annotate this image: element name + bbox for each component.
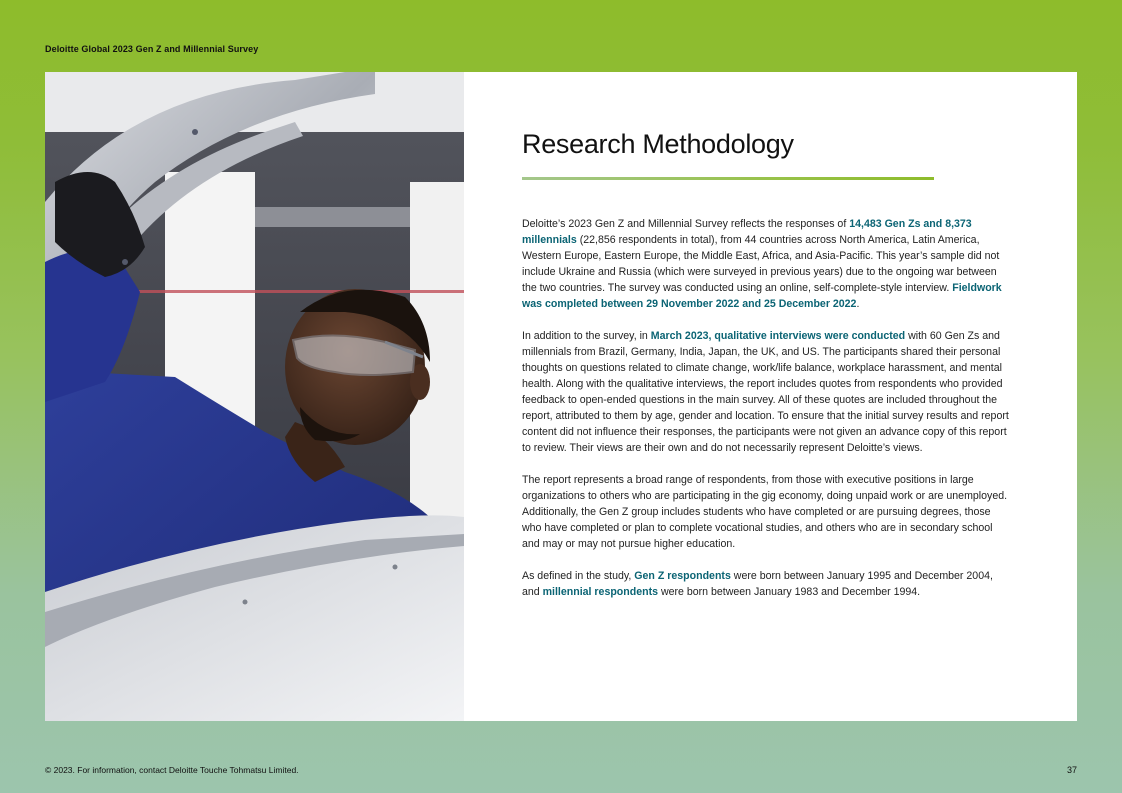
title-divider bbox=[522, 177, 934, 180]
highlight-qualitative-interviews: March 2023, qualitative interviews were conducted bbox=[650, 330, 906, 342]
highlight-millennial-definition: millennial respondents bbox=[542, 586, 659, 598]
paragraph-definitions: As defined in the study, Gen Z respondents were born between January 1995 and December 2004, and millennial respondents were born between January 1983 and December 1994. bbox=[522, 570, 993, 598]
document-header-title: Deloitte Global 2023 Gen Z and Millennial Survey bbox=[45, 44, 259, 54]
methodology-panel bbox=[464, 72, 1077, 721]
page-number: 37 bbox=[1066, 765, 1077, 775]
paragraph-respondent-range: The report represents a broad range of respondents, from those with executive positions in large organizations to others who are participating in the gig economy, doing unpaid work or are unemployed. Additionally, the Gen Z group includes students who have completed or are pursuing degrees, those who have completed or plan to complete vocational studies, and others who are in secondary school and may or may not pursue higher education. bbox=[522, 474, 1008, 550]
methodology-body bbox=[522, 216, 1012, 616]
page-title: Research Methodology bbox=[522, 129, 794, 159]
worker-photo bbox=[45, 72, 464, 721]
highlight-fieldwork-dates: Fieldwork was completed between 29 November 2022 and 25 December 2022 bbox=[522, 282, 1002, 310]
highlight-respondent-count: 14,483 Gen Zs and 8,373 millennials bbox=[522, 218, 972, 246]
highlight-genz-definition: Gen Z respondents bbox=[634, 570, 731, 582]
paragraph-qualitative: In addition to the survey, in March 2023, qualitative interviews were conducted with 60 Gen Zs and millennials from Brazil, Germany, India, Japan, the UK, and US. The participants shared their personal thoughts on questions related to climate change, work/life balance, workplace harassment, and mental health. Along with the qualitative interviews, the report includes quotes from respondents who provided feedback to open-ended questions in the main survey. All of these quotes are included throughout the report, attributed to them by age, gender and location. To ensure that the initial survey results and report content did not influence their responses, the participants were not given an advance copy of this report to review. Their views are their own and do not necessarily represent Deloitte’s views. bbox=[522, 330, 1009, 454]
footer-copyright: © 2023. For information, contact Deloitte Touche Tohmatsu Limited. bbox=[45, 765, 299, 775]
paragraph-respondents: Deloitte’s 2023 Gen Z and Millennial Survey reflects the responses of 14,483 Gen Zs and 8,373 millennials (22,856 respondents in total), from 44 countries across North America, Latin America, Western Europe, Eastern Europe, the Middle East, Africa, and Asia-Pacific. This year’s sample did not include Ukraine and Russia (which were surveyed in previous years) due to the ongoing war between the two countries. The survey was conducted using an online, self-complete-style interview. Fieldwork was completed between 29 November 2022 and 25 December 2022. bbox=[522, 218, 1002, 310]
